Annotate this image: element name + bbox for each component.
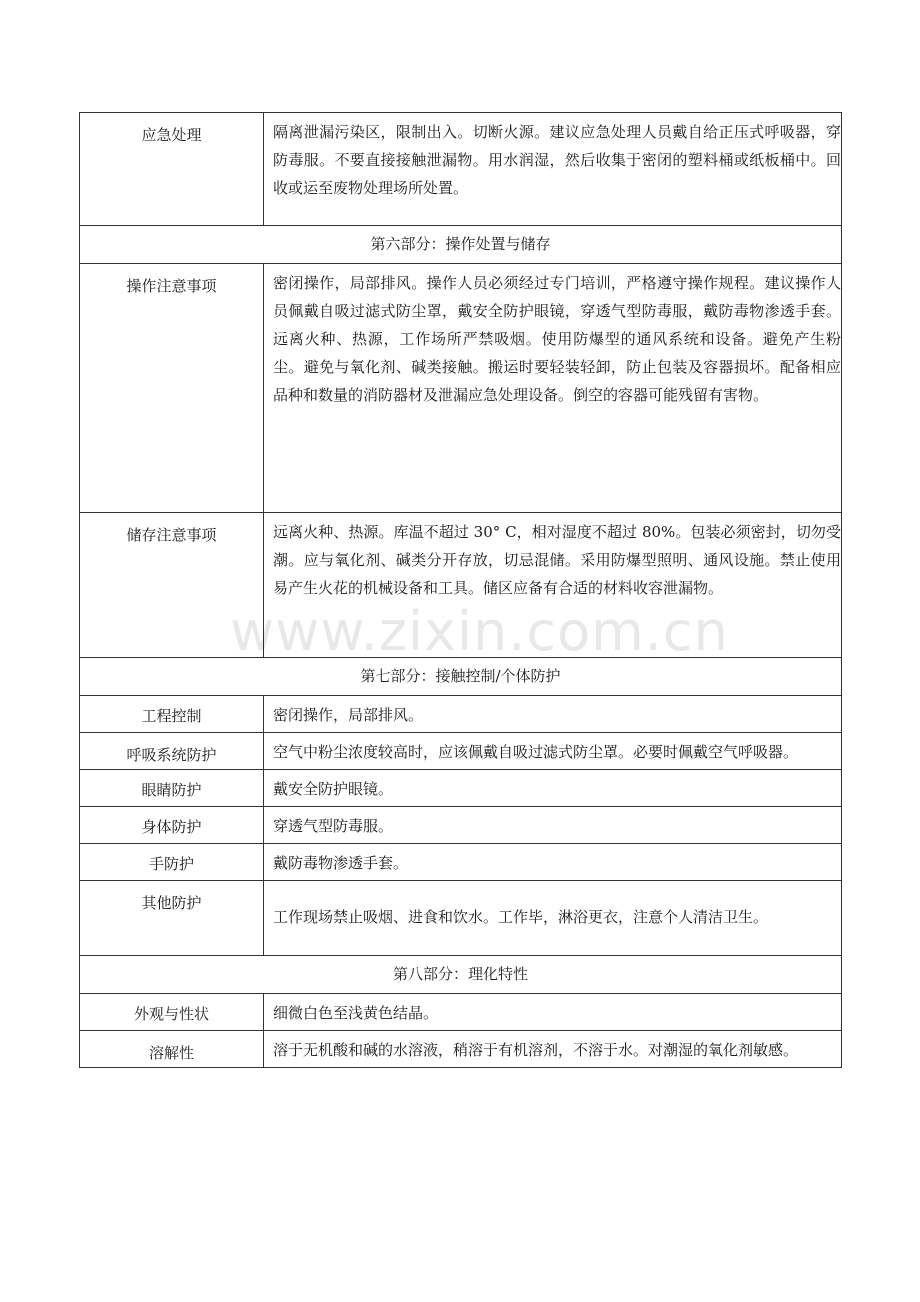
table-row: [80, 770, 842, 807]
row-content-storage: 远离火种、热源。库温不超过 30° C，相对湿度不超过 80%。包装必须密封，切勿受潮。应与氧化剂、碱类分开存放，切忌混储。采用防爆型照明、通风设施。禁止使用易产生火花的机械设备和工具。储区应备有合适的材料收容泄漏物。: [264, 513, 842, 658]
row-content-hand: 戴防毒物渗透手套。: [264, 844, 842, 881]
section7-title: 第七部分：接触控制/个体防护: [80, 658, 842, 696]
section8-title: 第八部分：理化特性: [80, 956, 842, 994]
row-content-other: 工作现场禁止吸烟、进食和饮水。工作毕，淋浴更衣，注意个人清洁卫生。: [264, 881, 842, 956]
section6-title: 第六部分：操作处置与储存: [80, 226, 842, 264]
watermark: www.zixin.com.cn: [230, 600, 729, 663]
row-content-respiratory: 空气中粉尘浓度较高时，应该佩戴自吸过滤式防尘罩。必要时佩戴空气呼吸器。: [264, 733, 842, 770]
row-label-operation: 操作注意事项: [80, 264, 264, 513]
row-content-solubility: 溶于无机酸和碱的水溶液，稍溶于有机溶剂，不溶于水。对潮湿的氧化剂敏感。: [264, 1031, 842, 1068]
row-label-eye: 眼睛防护: [80, 770, 264, 807]
table-row: [80, 513, 842, 658]
table-row: [80, 844, 842, 881]
row-label-body: 身体防护: [80, 807, 264, 844]
row-label-storage: 储存注意事项: [80, 513, 264, 658]
msds-sheet: [79, 112, 842, 1068]
table-row: [80, 696, 842, 733]
table-row: [80, 264, 842, 513]
table-row: [80, 1031, 842, 1068]
row-content-appearance: 细微白色至浅黄色结晶。: [264, 994, 842, 1031]
row-label-other: 其他防护: [80, 881, 264, 956]
msds-table: [79, 112, 842, 1068]
section-row: [80, 658, 842, 696]
row-label-appearance: 外观与性状: [80, 994, 264, 1031]
table-row: [80, 881, 842, 956]
table-row: [80, 113, 842, 226]
row-label-respiratory: 呼吸系统防护: [80, 733, 264, 770]
row-label-hand: 手防护: [80, 844, 264, 881]
table-row: [80, 807, 842, 844]
section-row: [80, 956, 842, 994]
row-content-body: 穿透气型防毒服。: [264, 807, 842, 844]
row-label-engineering: 工程控制: [80, 696, 264, 733]
row-label-solubility: 溶解性: [80, 1031, 264, 1068]
section-row: [80, 226, 842, 264]
table-row: [80, 733, 842, 770]
row-content-operation: 密闭操作，局部排风。操作人员必须经过专门培训，严格遵守操作规程。建议操作人员佩戴自吸过滤式防尘罩，戴安全防护眼镜，穿透气型防毒服，戴防毒物渗透手套。远离火种、热源，工作场所严禁吸烟。使用防爆型的通风系统和设备。避免产生粉尘。避免与氧化剂、碱类接触。搬运时要轻装轻卸，防止包装及容器损坏。配备相应品种和数量的消防器材及泄漏应急处理设备。倒空的容器可能残留有害物。: [264, 264, 842, 513]
row-label-emergency: 应急处理: [80, 113, 264, 226]
row-content-engineering: 密闭操作，局部排风。: [264, 696, 842, 733]
row-content-eye: 戴安全防护眼镜。: [264, 770, 842, 807]
row-content-emergency: 隔离泄漏污染区，限制出入。切断火源。建议应急处理人员戴自给正压式呼吸器，穿防毒服。不要直接接触泄漏物。用水润湿，然后收集于密闭的塑料桶或纸板桶中。回收或运至废物处理场所处置。: [264, 113, 842, 226]
table-row: [80, 994, 842, 1031]
